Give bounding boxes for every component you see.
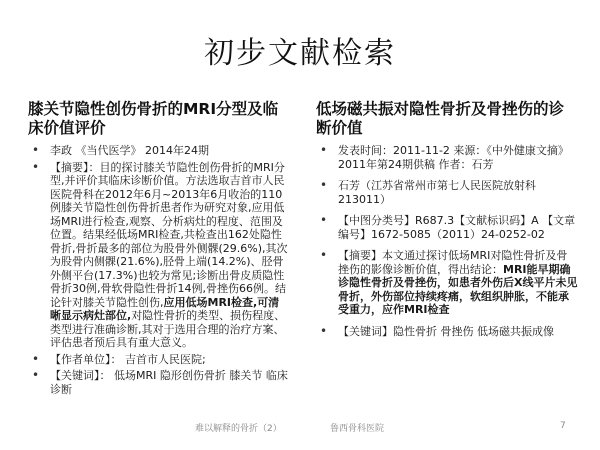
left-author-unit: • 【作者单位】： 吉首市人民医院; [28, 353, 290, 367]
left-keywords: • 【关键词】： 低场MRI 隐形创伤骨折 膝关节 临床诊断 [28, 369, 290, 396]
right-keywords: • 【关键词】隐性骨折 骨挫伤 低场磁共振成像 [316, 325, 578, 339]
left-citation: • 李政 《当代医学》 2014年24期 [28, 144, 290, 158]
footer-course-title: 难以解释的骨折（2） [195, 424, 282, 434]
left-abstract [28, 161, 290, 350]
right-abstract [316, 249, 578, 317]
left-item-list [28, 144, 290, 396]
right-column [316, 100, 578, 346]
right-abstract-text: 【摘要】本文通过探讨低场MRI对隐性骨折及骨挫伤的影像诊断价值，得出结论： [338, 249, 568, 276]
right-author: • 石芳（江苏省常州市第七人民医院放射科 213011） [316, 179, 578, 206]
left-abstract-text: 【摘要】：目的探讨膝关节隐性创伤骨折的MRI分型,并评价其临床诊断价值。方法选取吉首市人民医院骨科在2012年6月~2013年6月收治的110例膝关节隐性创伤骨折患者作为研究对象,应用低场MRI进行检查,观察、分析病灶的程度、范围及位置。结果经低场MRI检查,共检查出162处隐性骨折,骨折最多的部位为股骨外侧髁(29.6%),其次为股骨内侧髁(21.6%),胫骨上端(14.2%)、胫骨外侧平台(17.3%)也较为常见;诊断出骨皮质隐性骨折30例,骨软骨隐性骨折14例,骨挫伤66例。结论针对膝关节隐性创伤, [50, 160, 288, 309]
left-column [28, 100, 290, 399]
slide-footer [0, 421, 600, 437]
slide-title: 初步文献检索 [204, 36, 396, 71]
right-article-title: 低场磁共振对隐性骨折及骨挫伤的诊断价值 [316, 100, 565, 137]
right-publication-info: • 发表时间：2011-11-2 来源：《中外健康文摘》2011年第24期供稿 作者：石芳 [316, 144, 578, 171]
footer-institution: 鲁西骨科医院 [330, 424, 385, 434]
right-abstract-bold: MRI能早期确诊隐性骨折及骨挫伤，如患者外伤后X线平片未见骨折，外伤部位持续疼痛，软组织肿胀，不能承受重力，应作MRI检查 [338, 262, 578, 316]
left-abstract-bold: 应用低场MRI检查,可清晰显示病灶部位, [50, 295, 280, 322]
left-abstract-tail: 对隐性骨折的类型、损伤程度、类型进行准确诊断,其对于选用合理的治疗方案、评估患者预后具有重大意义。 [50, 309, 286, 349]
right-classification: • 【中图分类号】R687.3【文献标识码】A 【文章编号】1672-5085（2011）24-0252-02 [316, 214, 578, 241]
left-article-title: 膝关节隐性创伤骨折的MRI分型及临床价值评价 [28, 100, 279, 137]
right-item-list [316, 144, 578, 338]
footer-page-number: 7 [560, 421, 566, 431]
